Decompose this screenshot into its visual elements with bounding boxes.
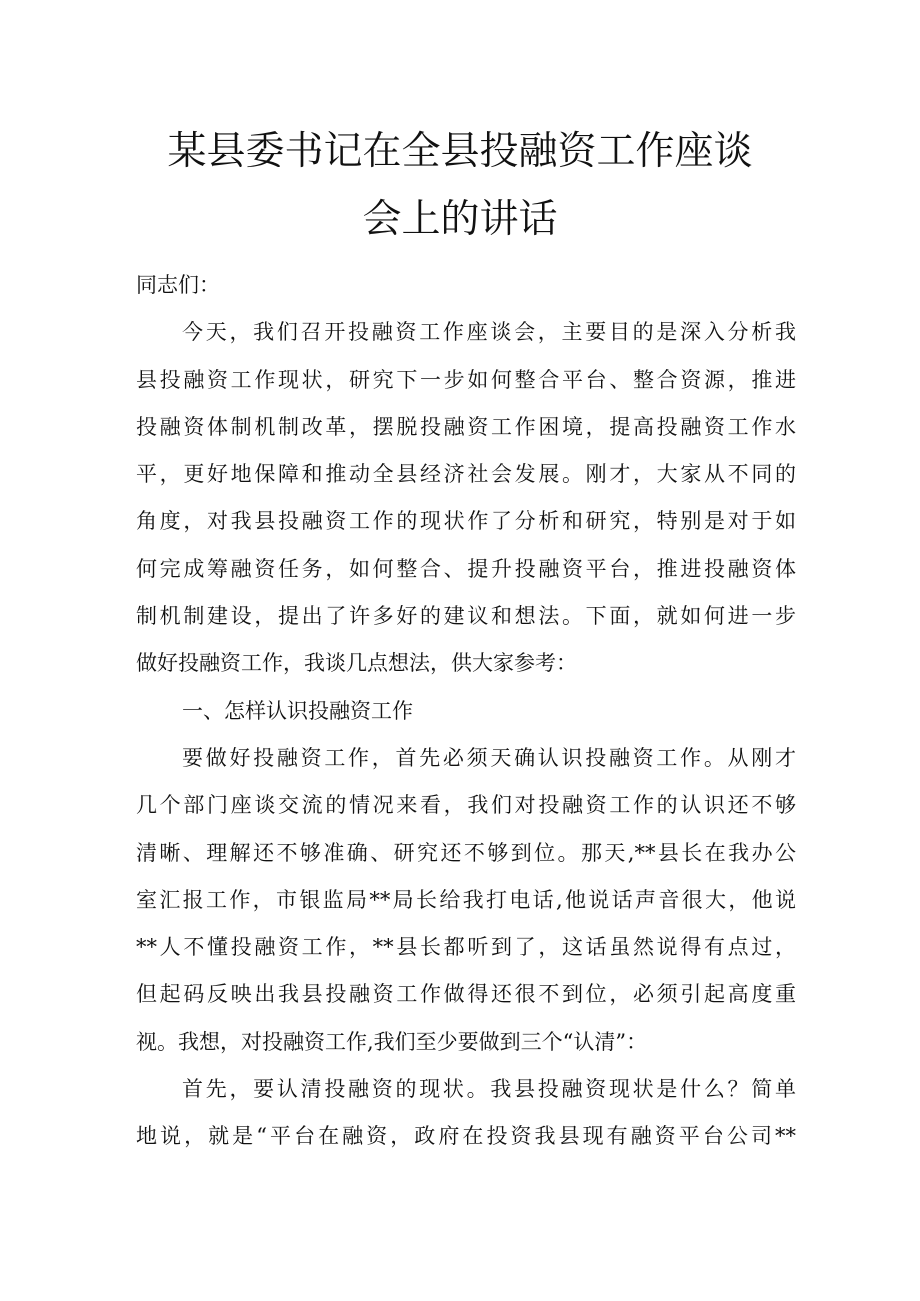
document-title-line-2: 会上的讲话 <box>362 197 558 242</box>
body-line: 清晰、理解还不够准确、研究还不够到位。那天,**县长在我办公 <box>136 840 796 865</box>
body-line: 但起码反映出我县投融资工作做得还很不到位，必须引起高度重 <box>136 982 796 1007</box>
body-line: 首先，要认清投融资的现状。我县投融资现状是什么？简单 <box>182 1077 796 1102</box>
body-line: 室汇报工作，市银监局**局长给我打电话,他说话声音很大，他说 <box>136 887 796 912</box>
body-line: 投融资体制机制改革，摆脱投融资工作困境，提高投融资工作水 <box>136 414 796 439</box>
body-line: 何完成筹融资任务，如何整合、提升投融资平台，推进投融资体 <box>136 556 796 581</box>
body-line: 角度，对我县投融资工作的现状作了分析和研究，特别是对于如 <box>136 509 796 534</box>
body-line: **人不懂投融资工作，**县长都听到了，这话虽然说得有点过， <box>136 935 796 960</box>
body-line: 制机制建设，提出了许多好的建议和想法。下面，就如何进一步 <box>136 604 796 629</box>
body-line: 视。我想，对投融资工作,我们至少要做到三个“认清”： <box>136 1029 648 1054</box>
body-line: 地说，就是“平台在融资，政府在投资我县现有融资平台公司** <box>136 1124 796 1149</box>
body-line: 平，更好地保障和推动全县经济社会发展。刚才，大家从不同的 <box>136 462 796 487</box>
body-line: 做好投融资工作，我谈几点想法，供大家参考： <box>136 651 577 676</box>
document-title-line-1: 某县委书记在全县投融资工作座谈 <box>167 129 753 174</box>
body-line: 县投融资工作现状，研究下一步如何整合平台、整合资源，推进 <box>136 367 796 392</box>
body-line: 几个部门座谈交流的情况来看，我们对投融资工作的认识还不够 <box>136 793 796 818</box>
body-line: 今天，我们召开投融资工作座谈会，主要目的是深入分析我 <box>182 320 796 345</box>
body-line: 要做好投融资工作，首先必须天确认识投融资工作。从刚才 <box>182 745 796 770</box>
document-body <box>136 262 796 1161</box>
section-heading: 一、怎样认识投融资工作 <box>182 698 413 723</box>
salutation: 同志们： <box>136 273 220 297</box>
